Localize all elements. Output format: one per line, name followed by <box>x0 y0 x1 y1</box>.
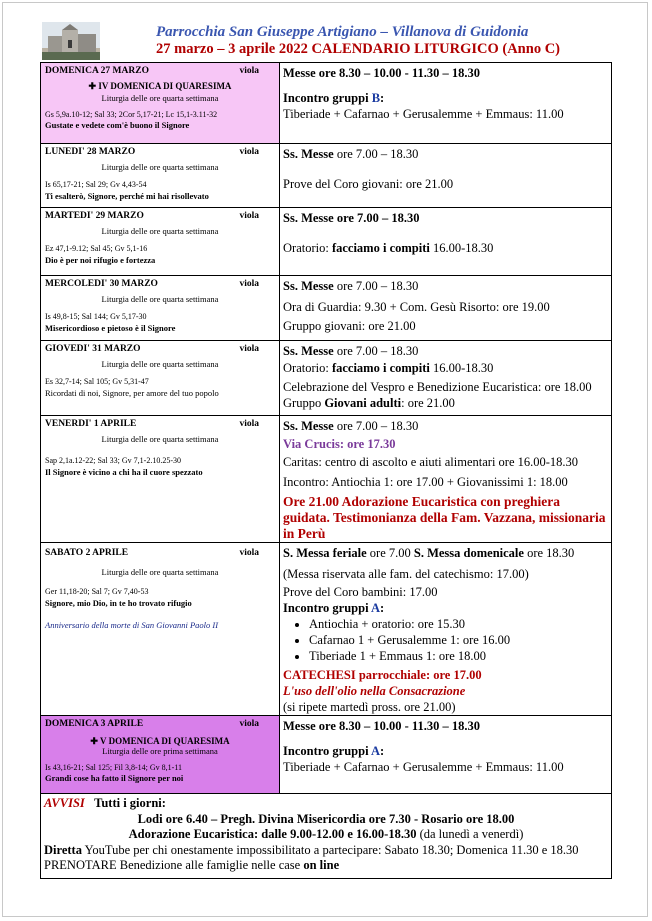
groups-letter: A <box>371 744 381 758</box>
event-line: Prove del Coro bambini: 17.00 <box>283 585 438 599</box>
oratorio-time: 16.00-18.30 <box>429 241 494 255</box>
liturgy-week: Liturgia delle ore quarta settimana <box>101 433 219 444</box>
event-line: Prove del Coro giovani: ore 21.00 <box>283 177 454 191</box>
events-cell: Messe ore 8.30 – 10.00 - 11.30 – 18.30 Incontro gruppi B: Tiberiade + Cafarnao + Gerusalemme + Emmaus: 11.00 <box>280 63 612 144</box>
table-row <box>41 276 612 341</box>
liturgical-color: viola <box>239 548 259 558</box>
booking-online: on line <box>303 858 340 872</box>
psalm: Gustate e vedete com'è buono il Signore <box>45 120 190 130</box>
sunday-mass-time: ore 18.30 <box>523 546 575 560</box>
group-name: Giovani adulti <box>324 396 402 410</box>
table-row <box>41 208 612 276</box>
day-label: DOMENICA 3 APRILE <box>45 719 144 729</box>
sunday-mass-label: S. Messa domenicale <box>413 546 524 560</box>
groups-letter: A <box>371 601 381 615</box>
catechesi-topic: L'uso dell'olio nella Consacrazione <box>283 684 466 698</box>
adoration-days: (da lunedì a venerdì) <box>416 827 524 841</box>
liturgical-color: viola <box>239 719 259 729</box>
liturgy-week: Liturgia delle ore quarta settimana <box>101 161 219 172</box>
day-cell <box>41 416 280 543</box>
liturgy-week: Liturgia delle ore quarta settimana <box>101 293 219 304</box>
mass-times: Messe ore 8.30 – 10.00 - 11.30 – 18.30 <box>283 719 480 733</box>
mass-times: Ss. Messe ore 7.00 – 18.30 <box>283 211 420 225</box>
mass-times: ore 7.00 – 18.30 <box>333 419 419 433</box>
table-row <box>41 341 612 416</box>
liturgy-week: Liturgia delle ore quarta settimana <box>101 225 219 236</box>
psalm: Grandi cose ha fatto il Signore per noi <box>45 773 184 783</box>
events-cell <box>280 276 612 341</box>
mass-label: Ss. Messe <box>283 279 334 293</box>
oratorio-label: Oratorio: <box>283 361 332 375</box>
day-cell <box>41 716 280 794</box>
day-label: MARTEDI' 29 MARZO <box>45 211 144 221</box>
mass-times: ore 7.00 – 18.30 <box>333 147 419 161</box>
events-cell <box>280 341 612 416</box>
mass-times: ore 7.00 – 18.30 <box>333 344 419 358</box>
liturgical-color: viola <box>239 279 259 289</box>
groups-list <box>283 616 608 664</box>
oratorio-label: Oratorio: <box>283 241 332 255</box>
oratorio-activity: facciamo i compiti <box>331 241 430 255</box>
readings: Ger 11,18-20; Sal 7; Gv 7,40-53 <box>45 587 149 596</box>
liturgical-color: viola <box>239 66 259 76</box>
table-row <box>41 63 612 144</box>
groups-letter: B <box>371 91 381 105</box>
table-row <box>41 543 612 716</box>
groups-suffix: : <box>380 601 385 615</box>
mass-times: Messe ore 8.30 – 10.00 - 11.30 – 18.30 <box>283 66 480 80</box>
day-label: GIOVEDI' 31 MARZO <box>45 344 141 354</box>
group-time: : ore 21.00 <box>401 396 455 410</box>
liturgical-color: viola <box>239 147 259 157</box>
parish-title: Parrocchia San Giuseppe Artigiano – Villanova di Guidonia <box>156 24 529 40</box>
events-cell <box>280 716 612 794</box>
table-row <box>41 794 612 879</box>
readings: Is 49,8-15; Sal 144; Gv 5,17-30 <box>45 312 147 321</box>
events-cell <box>280 144 612 208</box>
event-line: Celebrazione del Vespro e Benedizione Eucaristica: ore 18.00 <box>283 380 592 394</box>
list-item: • Antiochia + oratorio: ore 15.30 <box>309 616 608 632</box>
groups-suffix: : <box>380 744 385 758</box>
day-label: VENERDI' 1 APRILE <box>45 419 137 429</box>
liturgy-week: Liturgia delle ore quarta settimana <box>101 358 219 369</box>
adoration-highlight: Ore 21.00 Adorazione Eucaristica con preghiera guidata. Testimonianza della Fam. Vazzana, missionaria in Perù <box>283 494 606 541</box>
mass-label: Ss. Messe <box>283 419 334 433</box>
day-cell <box>41 543 280 716</box>
event-line: Ora di Guardia: 9.30 + Com. Gesù Risorto: ore 19.00 <box>283 300 550 314</box>
liturgy-week: Liturgia delle ore quarta settimana <box>101 566 219 577</box>
daily-prayers: Lodi ore 6.40 – Pregh. Divina Misericordia ore 7.30 - Rosario ore 18.00 <box>137 811 515 826</box>
groups-detail: Tiberiade + Cafarnao + Gerusalemme + Emmaus: 11.00 <box>283 760 564 774</box>
events-cell <box>280 543 612 716</box>
readings: Ez 47,1-9.12; Sal 45; Gv 5,1-16 <box>45 244 148 253</box>
liturgical-color: viola <box>239 211 259 221</box>
liturgical-calendar-table <box>40 62 612 879</box>
oratorio-time: 16.00-18.30 <box>429 361 494 375</box>
mass-label: Ss. Messe <box>283 147 334 161</box>
anniversary-note: Anniversario della morte di San Giovanni Paolo II <box>45 620 219 630</box>
mass-note: (Messa riservata alle fam. del catechismo: 17.00) <box>283 567 529 581</box>
event-line: Gruppo giovani: ore 21.00 <box>283 319 416 333</box>
sunday-title: ✚ V DOMENICA DI QUARESIMA <box>90 735 230 746</box>
readings: Sap 2,1a.12-22; Sal 33; Gv 7,1-2.10.25-30 <box>45 456 181 465</box>
groups-detail: Tiberiade + Cafarnao + Gerusalemme + Emmaus: 11.00 <box>283 107 564 121</box>
liturgy-week: Liturgia delle ore prima settimana <box>102 746 218 756</box>
psalm: Ti esalterò, Signore, perché mi hai risollevato <box>45 190 209 201</box>
events-cell <box>280 208 612 276</box>
readings: Is 65,17-21; Sal 29; Gv 4,43-54 <box>45 180 147 189</box>
day-label: MERCOLEDI' 30 MARZO <box>45 279 158 289</box>
live-label: Diretta <box>44 842 82 857</box>
liturgical-color: viola <box>239 419 259 429</box>
day-label: DOMENICA 27 MARZO <box>45 66 149 76</box>
day-cell <box>41 341 280 416</box>
catechesi-repeat: (si ripete martedì pross. ore 21.00) <box>283 700 456 714</box>
readings: Is 43,16-21; Sal 125; Fil 3,8-14; Gv 8,1-11 <box>45 762 183 772</box>
all-days-label: Tutti i giorni: <box>94 796 166 810</box>
weekday-mass-label: S. Messa feriale <box>283 546 367 560</box>
oratorio-activity: facciamo i compiti <box>331 361 430 375</box>
booking-text: PRENOTARE Benedizione alle famiglie nelle case <box>44 858 304 872</box>
day-cell <box>41 208 280 276</box>
readings: Es 32,7-14; Sal 105; Gv 5,31-47 <box>45 377 149 386</box>
church-logo <box>42 22 100 60</box>
live-detail: YouTube per chi onestamente impossibilitato a partecipare: Sabato 18.30; Domenica 11.30 e 18.30 <box>81 842 579 857</box>
event-line: Caritas: centro di ascolto e aiuti alimentari ore 16.00-18.30 <box>283 455 579 469</box>
via-crucis: Via Crucis: ore 17.30 <box>283 437 396 451</box>
notices-label: AVVISI <box>44 796 85 810</box>
psalm: Il Signore è vicino a chi ha il cuore spezzato <box>45 466 203 477</box>
groups-label: Incontro gruppi <box>283 601 371 615</box>
day-label: SABATO 2 APRILE <box>45 548 129 558</box>
notices-cell <box>41 794 612 879</box>
group-label: Gruppo <box>283 396 325 410</box>
adoration-times: Adorazione Eucaristica: dalle 9.00-12.00 e 16.00-18.30 <box>128 827 417 841</box>
day-cell <box>41 144 280 208</box>
events-cell <box>280 416 612 543</box>
sunday-title: ✚ IV DOMENICA DI QUARESIMA <box>88 80 232 91</box>
event-line: Incontro: Antiochia 1: ore 17.00 + Giovanissimi 1: 18.00 <box>283 475 568 489</box>
weekday-mass-time: ore 7.00 <box>366 546 414 560</box>
liturgy-week: Liturgia delle ore quarta settimana <box>101 93 219 103</box>
day-cell <box>41 276 280 341</box>
list-item: • Cafarnao 1 + Gerusalemme 1: ore 16.00 <box>309 632 608 648</box>
list-item: • Tiberiade 1 + Emmaus 1: ore 18.00 <box>309 648 608 664</box>
table-row <box>41 144 612 208</box>
calendar-subtitle: 27 marzo – 3 aprile 2022 CALENDARIO LITURGICO (Anno C) <box>156 41 560 57</box>
table-row <box>41 716 612 794</box>
catechesi-title: CATECHESI parrocchiale: ore 17.00 <box>283 668 482 682</box>
psalm: Dio è per noi rifugio e fortezza <box>45 254 156 265</box>
day-cell <box>41 63 280 144</box>
table-row <box>41 416 612 543</box>
liturgical-color: viola <box>239 344 259 354</box>
psalm: Signore, mio Dio, in te ho trovato rifugio <box>45 597 192 608</box>
readings: Gs 5,9a.10-12; Sal 33; 2Cor 5,17-21; Lc 15,1-3.11-32 <box>45 109 218 119</box>
psalm: Misericordioso e pietoso è il Signore <box>45 322 176 333</box>
psalm: Ricordati di noi, Signore, per amore del tuo popolo <box>45 387 219 398</box>
mass-times: ore 7.00 – 18.30 <box>333 279 419 293</box>
groups-label: Incontro gruppi <box>283 91 372 105</box>
mass-label: Ss. Messe <box>283 344 334 358</box>
day-label: LUNEDI' 28 MARZO <box>45 147 136 157</box>
groups-label: Incontro gruppi <box>283 744 371 758</box>
